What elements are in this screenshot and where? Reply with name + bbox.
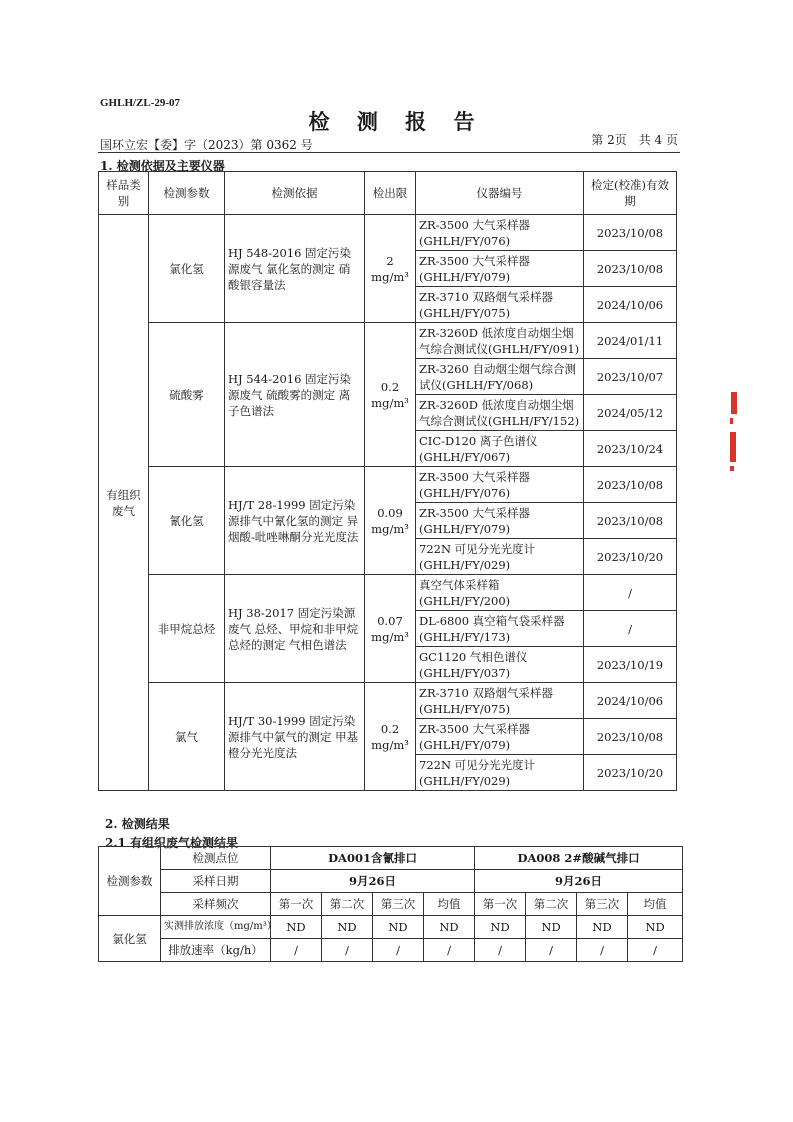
results-point-row [99,847,683,870]
freq-cell: 均值 [424,893,475,916]
results-rate-row [99,939,683,962]
freq-cell: 第三次 [577,893,628,916]
instrument-cell: CIC-D120 离子色谱仪 (GHLH/FY/067) [416,431,584,467]
instrument-cell: ZR-3710 双路烟气采样器 (GHLH/FY/075) [416,683,584,719]
date-cell: / [584,611,677,647]
freq-cell: 均值 [628,893,683,916]
header-cell: 检出限 [365,172,416,215]
param-cell: 非甲烷总烃 [149,575,225,683]
header-cell: 样品类别 [99,172,149,215]
document-code: GHLH/ZL-29-07 [100,97,181,109]
result-cell: / [577,939,628,962]
date-cell: 2023/10/08 [584,467,677,503]
section-2-title: 2. 检测结果 [105,817,170,831]
table-row [99,467,677,503]
date-cell: 2023/10/07 [584,359,677,395]
result-cell: ND [577,916,628,939]
basis-cell: HJ/T 28-1999 固定污染源排气中氰化氢的测定 异烟酸-吡唑啉酮分光光度法 [225,467,365,575]
header-cell: 仪器编号 [416,172,584,215]
point-label: 检测点位 [161,847,271,870]
instrument-cell: ZR-3260D 低浓度自动烟尘烟气综合测试仪(GHLH/FY/152) [416,395,584,431]
date-1: 9月26日 [271,870,475,893]
instrument-cell: ZR-3500 大气采样器 (GHLH/FY/076) [416,215,584,251]
result-cell: / [271,939,322,962]
basis-cell: HJ 38-2017 固定污染源废气 总烃、甲烷和非甲烷总烃的测定 气相色谱法 [225,575,365,683]
date-cell: 2024/10/06 [584,683,677,719]
date-cell: / [584,575,677,611]
results-table [98,846,683,962]
point-2: DA008 2#酸碱气排口 [475,847,683,870]
freq-cell: 第一次 [475,893,526,916]
table-row [99,323,677,359]
date-cell: 2024/05/12 [584,395,677,431]
table-header-row [99,172,677,215]
freq-cell: 第一次 [271,893,322,916]
page-info: 第 2页 共 4 页 [591,133,678,147]
result-cell: / [628,939,683,962]
date-cell: 2023/10/08 [584,503,677,539]
freq-cell: 第二次 [322,893,373,916]
section-1-title: 1. 检测依据及主要仪器 [100,159,225,173]
instrument-cell: ZR-3500 大气采样器 (GHLH/FY/076) [416,467,584,503]
header-cell: 检定(校准)有效期 [584,172,677,215]
page-title: 检 测 报 告 [308,109,485,134]
concentration-label: 实测排放浓度（mg/m³） [161,916,271,939]
header-cell: 检测依据 [225,172,365,215]
results-freq-row [99,893,683,916]
basis-cell: HJ 548-2016 固定污染源废气 氯化氢的测定 硝酸银容量法 [225,215,365,323]
date-label: 采样日期 [161,870,271,893]
date-cell: 2023/10/24 [584,431,677,467]
table-row [99,683,677,719]
instrument-cell: ZR-3260 自动烟尘烟气综合测试仪(GHLH/FY/068) [416,359,584,395]
instrument-cell: 722N 可见分光光度计 (GHLH/FY/029) [416,539,584,575]
instrument-cell: ZR-3710 双路烟气采样器 (GHLH/FY/075) [416,287,584,323]
instrument-cell: ZR-3260D 低浓度自动烟尘烟气综合测试仪(GHLH/FY/091) [416,323,584,359]
limit-cell: 0.07 mg/m³ [365,575,416,683]
limit-cell: 0.09 mg/m³ [365,467,416,575]
table-row [99,575,677,611]
result-cell: / [475,939,526,962]
instrument-cell: 真空气体采样箱 (GHLH/FY/200) [416,575,584,611]
instrument-cell: ZR-3500 大气采样器 (GHLH/FY/079) [416,251,584,287]
result-cell: ND [475,916,526,939]
instrument-table [98,171,677,791]
result-cell: ND [424,916,475,939]
basis-cell: HJ/T 30-1999 固定污染源排气中氯气的测定 甲基橙分光光度法 [225,683,365,791]
basis-cell: HJ 544-2016 固定污染源废气 硫酸雾的测定 离子色谱法 [225,323,365,467]
date-cell: 2023/10/20 [584,755,677,791]
date-cell: 2023/10/20 [584,539,677,575]
sample-category: 有组织废气 [99,215,149,791]
seal-stamp-fragment [730,392,738,482]
point-1: DA001含氰排口 [271,847,475,870]
result-cell: ND [322,916,373,939]
param-cell: 氯化氢 [149,215,225,323]
result-cell: / [526,939,577,962]
date-2: 9月26日 [475,870,683,893]
instrument-cell: DL-6800 真空箱气袋采样器 (GHLH/FY/173) [416,611,584,647]
results-date-row [99,870,683,893]
limit-cell: 0.2 mg/m³ [365,323,416,467]
limit-cell: 0.2 mg/m³ [365,683,416,791]
result-cell: ND [628,916,683,939]
results-concentration-row [99,916,683,939]
date-cell: 2024/01/11 [584,323,677,359]
param-cell: 氰化氢 [149,467,225,575]
rate-label: 排放速率（kg/h） [161,939,271,962]
param-cell: 硫酸雾 [149,323,225,467]
result-param: 氯化氢 [99,916,161,962]
result-cell: ND [526,916,577,939]
freq-cell: 第二次 [526,893,577,916]
date-cell: 2024/10/06 [584,287,677,323]
result-cell: ND [373,916,424,939]
header-cell: 检测参数 [149,172,225,215]
result-cell: / [373,939,424,962]
instrument-cell: ZR-3500 大气采样器 (GHLH/FY/079) [416,503,584,539]
date-cell: 2023/10/08 [584,215,677,251]
table-row [99,215,677,251]
freq-label: 采样频次 [161,893,271,916]
param-cell: 氯气 [149,683,225,791]
report-number: 国环立宏【委】字（2023）第 0362 号 [100,138,313,152]
result-cell: / [424,939,475,962]
date-cell: 2023/10/08 [584,251,677,287]
date-cell: 2023/10/08 [584,719,677,755]
result-cell: ND [271,916,322,939]
section-2-1-title: 2.1 有组织废气检测结果 [105,836,239,850]
param-header: 检测参数 [99,847,161,916]
freq-cell: 第三次 [373,893,424,916]
header-rule [98,152,680,153]
instrument-cell: ZR-3500 大气采样器 (GHLH/FY/079) [416,719,584,755]
instrument-cell: GC1120 气相色谱仪 (GHLH/FY/037) [416,647,584,683]
instrument-cell: 722N 可见分光光度计 (GHLH/FY/029) [416,755,584,791]
limit-cell: 2 mg/m³ [365,215,416,323]
date-cell: 2023/10/19 [584,647,677,683]
result-cell: / [322,939,373,962]
